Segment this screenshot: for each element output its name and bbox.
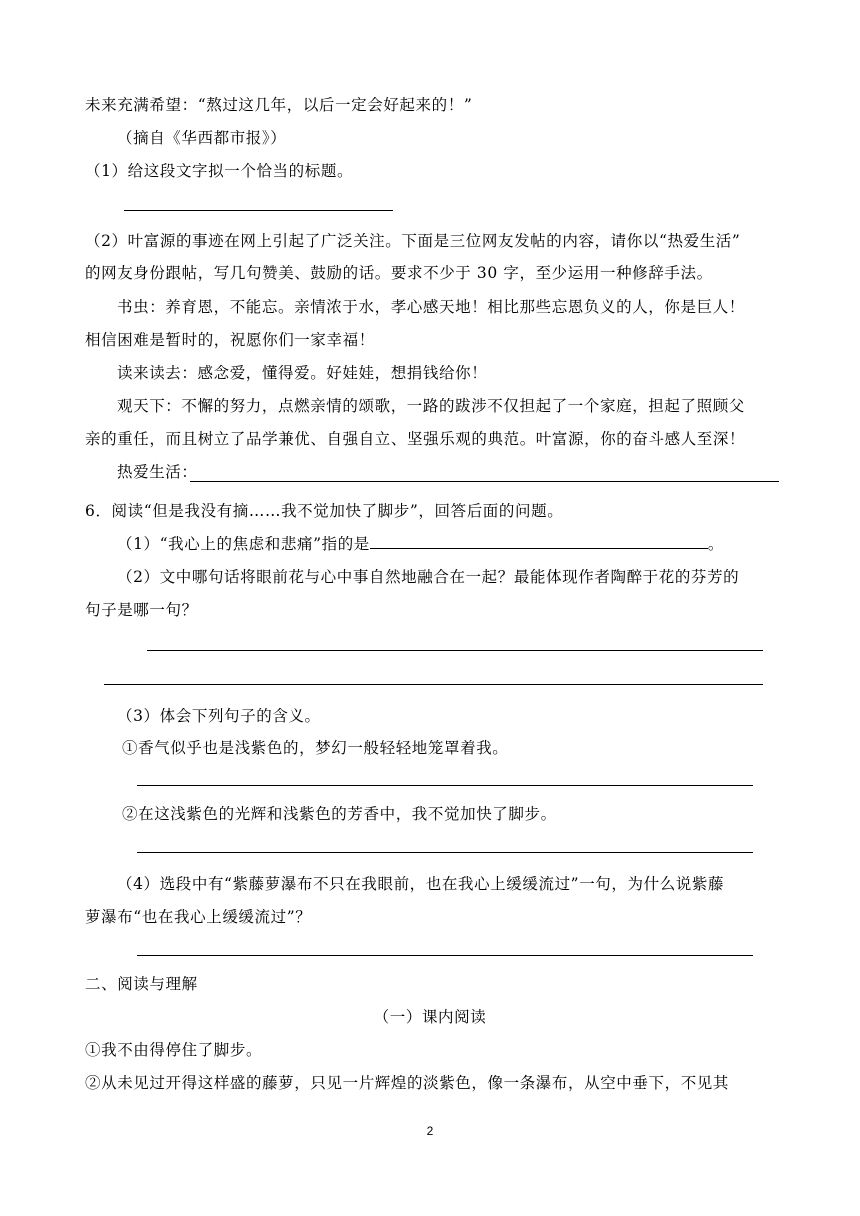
sentence-2: ②在这浅紫色的光辉和浅紫色的芳香中，我不觉加快了脚步。 bbox=[122, 805, 557, 823]
post-dulai: 读来读去：感念爱，懂得爱。好娃娃，想捐钱给你！ bbox=[117, 364, 488, 382]
source-note: （摘自《华西都市报》） bbox=[117, 129, 287, 147]
answer-line[interactable] bbox=[370, 534, 708, 549]
question-6-3: （3）体会下列句子的含义。 bbox=[117, 707, 321, 725]
answer-line[interactable] bbox=[147, 650, 763, 651]
sub-heading: （一）课内阅读 bbox=[373, 1008, 487, 1026]
sentence-1: ①香气似乎也是浅紫色的，梦幻一般轻轻地笼罩着我。 bbox=[122, 739, 509, 757]
answer-line[interactable] bbox=[137, 785, 753, 786]
question-2-line-1: （2）叶富源的事迹在网上引起了广泛关注。下面是三位网友发帖的内容，请你以“热爱生活” bbox=[85, 232, 741, 250]
text-line: 未来充满希望：“熬过这几年，以后一定会好起来的！” bbox=[85, 96, 473, 114]
question-6-1-text: （1）“我心上的焦虑和悲痛”指的是 bbox=[117, 535, 370, 553]
post-guantianxia-2: 亲的重任，而且树立了品学兼优、自强自立、坚强乐观的典范。叶富源，你的奋斗感人至深！ bbox=[85, 430, 746, 448]
question-6-4-line-1: （4）选段中有“紫藤萝瀑布不只在我眼前，也在我心上缓缓流过”一句，为什么说紫藤 bbox=[117, 875, 725, 893]
question-2-line-2: 的网友身份跟帖，写几句赞美、鼓励的话。要求不少于 30 字，至少运用一种修辞手法。 bbox=[85, 264, 713, 282]
answer-line[interactable] bbox=[124, 210, 393, 211]
question-6-2-line-1: （2）文中哪句话将眼前花与心中事自然地融合在一起？最能体现作者陶醉于花的芬芳的 bbox=[117, 568, 740, 586]
post-guantianxia-1: 观天下：不懈的努力，点燃亲情的颂歌，一路的跋涉不仅担起了一个家庭，担起了照顾父 bbox=[117, 397, 745, 415]
section-heading: 二、阅读与理解 bbox=[85, 975, 198, 993]
post-reai-label: 热爱生活： bbox=[117, 463, 198, 481]
post-shuchong-2: 相信困难是暂时的，祝愿你们一家幸福！ bbox=[85, 331, 375, 349]
period: 。 bbox=[707, 535, 725, 553]
answer-line[interactable] bbox=[137, 955, 753, 956]
answer-line[interactable] bbox=[104, 684, 763, 685]
question-6: 6．阅读“但是我没有摘……我不觉加快了脚步”，回答后面的问题。 bbox=[85, 502, 564, 520]
question-1: （1）给这段文字拟一个恰当的标题。 bbox=[85, 162, 354, 180]
post-shuchong-1: 书虫：养育恩，不能忘。亲情浓于水，孝心感天地！相比那些忘恩负义的人，你是巨人！ bbox=[117, 298, 745, 316]
page-number: 2 bbox=[426, 1124, 434, 1138]
paragraph-1: ①我不由得停住了脚步。 bbox=[85, 1041, 263, 1059]
question-6-4-line-2: 萝瀑布“也在我心上缓缓流过”？ bbox=[85, 908, 312, 926]
answer-line[interactable] bbox=[137, 852, 753, 853]
answer-line[interactable] bbox=[190, 481, 779, 482]
question-6-2-line-2: 句子是哪一句？ bbox=[85, 601, 198, 619]
paragraph-2: ②从未见过开得这样盛的藤萝，只见一片辉煌的淡紫色，像一条瀑布，从空中垂下，不见其 bbox=[85, 1074, 730, 1092]
question-6-1 bbox=[117, 533, 724, 555]
